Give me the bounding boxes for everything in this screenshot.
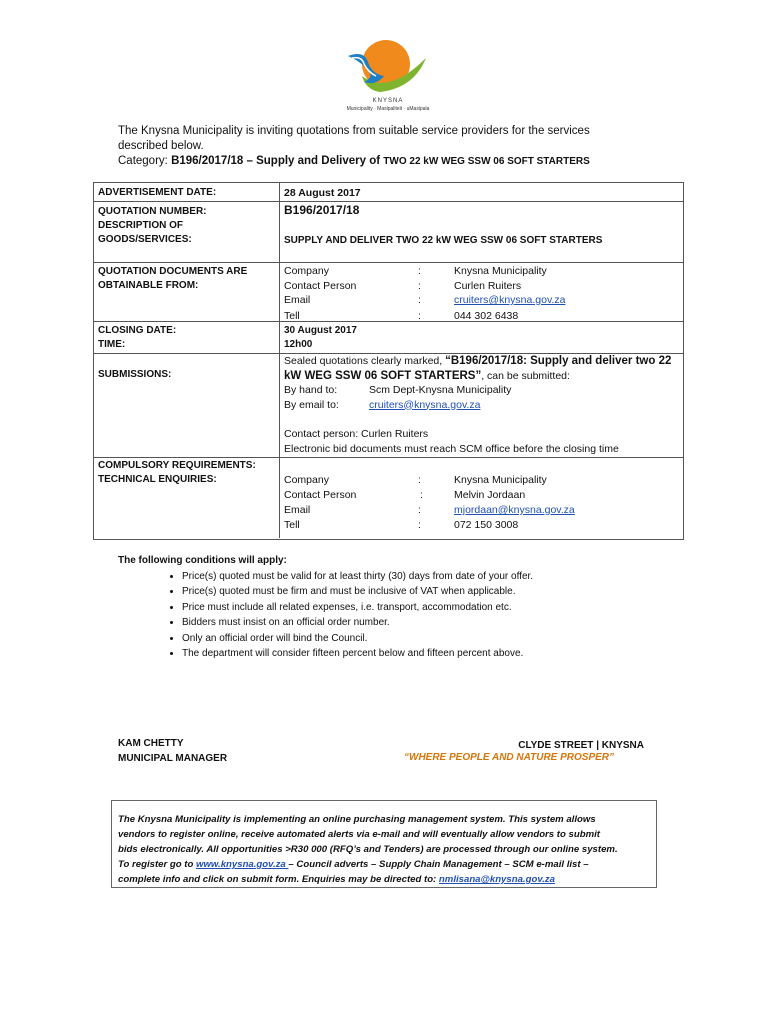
by-hand-row: [284, 383, 680, 398]
obtainable-contact-list: [284, 264, 674, 323]
condition-item: • Price(s) quoted must be firm and must be inclusive of VAT when applicable.: [182, 584, 678, 600]
submission-line-2: [284, 369, 680, 384]
logo-icon: [318, 36, 458, 100]
condition-item: • Price(s) quoted must be valid for at least thirty (30) days from date of your offer.: [182, 569, 678, 585]
quote-number-label: QUOTATION NUMBER:: [98, 206, 207, 217]
intro-line-2: described below.: [118, 140, 204, 152]
contact-key: Email: [284, 294, 311, 306]
notice-line-2: vendors to register online, receive automated alerts via e-mail and will eventually allow vendors to submit: [118, 829, 600, 840]
email-link[interactable]: mjordaan@knysna.gov.za: [454, 504, 575, 516]
contact-value: 072 150 3008: [454, 519, 519, 531]
notice-line-4a: To register go to: [118, 859, 196, 870]
by-email-row: [284, 398, 680, 413]
slogan: “WHERE PEOPLE AND NATURE PROSPER”: [404, 752, 615, 763]
contact-separator: :: [418, 279, 421, 292]
contact-person-note: Contact person: Curlen Ruiters: [284, 428, 429, 440]
condition-item: • Price must include all related expenses, i.e. transport, accommodation etc.: [182, 600, 678, 616]
notice-line-4: [118, 857, 650, 872]
online-system-notice: [118, 812, 650, 887]
signatory-block: [118, 736, 227, 766]
contact-separator: :: [418, 309, 421, 322]
quote-number-value: B196/2017/18: [284, 203, 360, 217]
contact-separator: :: [418, 265, 421, 277]
contact-key: Company: [284, 265, 329, 277]
logo-name: KNYSNA: [372, 98, 404, 104]
contact-value: Melvin Jordaan: [454, 489, 526, 501]
by-email-link[interactable]: cruiters@knysna.gov.za: [369, 398, 481, 411]
address-line: CLYDE STREET | KNYSNA: [518, 740, 644, 751]
obtainable-label: [98, 265, 247, 293]
by-email-label: By email to:: [284, 398, 339, 411]
contact-value: 044 302 6438: [454, 309, 519, 322]
contact-key: Tell: [284, 519, 300, 531]
closing-values: [284, 324, 357, 352]
electronic-bid-note: Electronic bid documents must reach SCM office before the closing time: [284, 442, 619, 455]
table-column-divider: [279, 182, 280, 538]
closing-time-label: TIME:: [98, 339, 126, 350]
table-row-divider: [93, 262, 683, 263]
contact-row: [284, 503, 674, 518]
contact-value: Curlen Ruiters: [454, 279, 522, 292]
notice-line-5a: complete info and click on submit form. Enquiries may be directed to:: [118, 874, 439, 885]
contact-separator: :: [418, 474, 421, 486]
contact-key: Tell: [284, 309, 300, 322]
ad-date-label: ADVERTISEMENT DATE:: [98, 187, 217, 198]
contact-separator: :: [418, 294, 421, 306]
contact-row: [284, 518, 674, 533]
notice-line-3: bids electronically. All opportunities >R30 000 (RFQ’s and Tenders) are processed through our online system.: [118, 844, 618, 855]
contact-separator: :: [418, 519, 421, 531]
notice-line-5: [118, 872, 650, 887]
ad-date-value: 28 August 2017: [284, 187, 361, 199]
notice-line-4b: – Council adverts – Supply Chain Management – SCM e-mail list –: [288, 859, 589, 870]
condition-item: • Only an official order will bind the Council.: [182, 631, 678, 647]
contact-key: Contact Person: [284, 279, 357, 292]
table-row-divider: [93, 201, 683, 202]
description-label-line-2: GOODS/SERVICES:: [98, 234, 192, 245]
description-label-line-1: DESCRIPTION OF: [98, 220, 184, 231]
contact-row: [284, 279, 674, 294]
intro-line-1: The Knysna Municipality is inviting quotations from suitable service providers for the services: [118, 125, 590, 137]
submission-line-1b: “B196/2017/18: Supply and deliver two 22: [445, 355, 672, 367]
contact-key: Email: [284, 504, 311, 516]
category-line: [118, 154, 658, 169]
conditions-section: [118, 553, 678, 662]
contact-separator: :: [420, 489, 423, 501]
signatory-title: MUNICIPAL MANAGER: [118, 753, 228, 764]
by-hand-value: Scm Dept-Knysna Municipality: [369, 384, 512, 396]
submissions-details: [284, 354, 680, 456]
signatory-name: KAM CHETTY: [118, 738, 184, 749]
by-hand-label: By hand to:: [284, 384, 338, 396]
conditions-list: [118, 569, 678, 662]
contact-row: [284, 264, 674, 279]
technical-enquiries-label: TECHNICAL ENQUIRIES:: [98, 474, 217, 485]
closing-label: [98, 324, 176, 352]
obtainable-label-line-1: QUOTATION DOCUMENTS ARE: [98, 266, 248, 277]
logo-subtitle: Municipality · Masipaliteit · uMasipala: [346, 106, 430, 112]
contact-key: Company: [284, 474, 329, 486]
table-row-divider: [93, 457, 683, 458]
category-code: B196/2017/18 – Supply and Delivery of: [171, 155, 384, 167]
contact-key: Contact Person: [284, 489, 357, 501]
conditions-heading: The following conditions will apply:: [118, 555, 287, 566]
contact-row: [284, 473, 674, 488]
category-item: TWO 22 kW WEG SSW 06 SOFT STARTERS: [383, 156, 590, 167]
category-label: Category:: [118, 155, 172, 167]
contact-separator: :: [418, 504, 421, 516]
submission-line-2b: , can be submitted:: [481, 369, 570, 382]
submissions-label: SUBMISSIONS:: [98, 369, 172, 380]
contact-value: Knysna Municipality: [454, 474, 547, 486]
contact-value: Knysna Municipality: [454, 265, 547, 277]
website-link[interactable]: www.knysna.gov.za: [196, 859, 289, 870]
condition-item: • Bidders must insist on an official order number.: [182, 615, 678, 631]
submission-line-1: [284, 354, 680, 369]
contact-row: [284, 309, 674, 324]
notice-line-1: The Knysna Municipality is implementing an online purchasing management system. This system allows: [118, 814, 596, 825]
enquiry-email-link[interactable]: nmlisana@knysna.gov.za: [438, 874, 555, 885]
contact-row: [284, 488, 674, 503]
intro-paragraph: [118, 124, 658, 169]
compulsory-requirements-label: COMPULSORY REQUIREMENTS:: [98, 460, 256, 471]
condition-item: • The department will consider fifteen percent below and fifteen percent above.: [182, 646, 678, 662]
obtainable-label-line-2: OBTAINABLE FROM:: [98, 280, 199, 291]
contact-row: [284, 293, 674, 308]
submission-line-1a: Sealed quotations clearly marked,: [284, 355, 446, 367]
email-link[interactable]: cruiters@knysna.gov.za: [454, 294, 566, 306]
closing-date-label: CLOSING DATE:: [98, 325, 177, 336]
technical-contact-list: [284, 473, 674, 533]
closing-time-value: 12h00: [284, 339, 313, 350]
closing-date-value: 30 August 2017: [284, 325, 357, 336]
description-label: [98, 219, 192, 247]
submission-line-2a: kW WEG SSW 06 SOFT STARTERS”: [284, 369, 482, 382]
description-value: SUPPLY AND DELIVER TWO 22 kW WEG SSW 06 SOFT STARTERS: [284, 235, 603, 246]
